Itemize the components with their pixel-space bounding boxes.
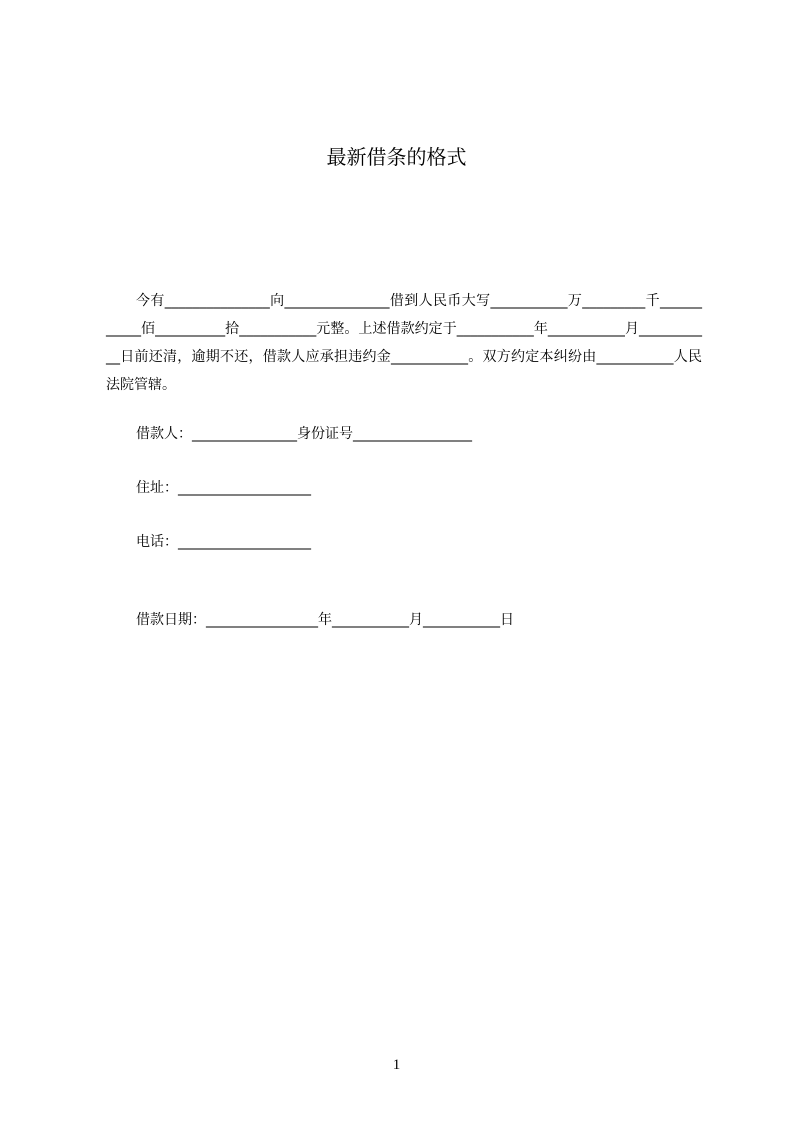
address-line: 住址：___________________: [136, 480, 311, 496]
page-number: 1: [392, 1057, 401, 1073]
loan-date-line: 借款日期：________________年___________月___________日: [136, 612, 514, 628]
borrower-line: 借款人：_______________身份证号_________________: [136, 426, 472, 442]
phone-line: 电话：___________________: [136, 534, 311, 550]
loan-terms-paragraph: 今有_______________向_______________借到人民币大写___________万_________千___________佰__________拾___________元整。上述借款约定于___________年___________月___________日前还清，逾期不还，借款人应承担违约金___________。双方约定本纠纷由___________人民法院管辖。: [106, 293, 702, 393]
document-title: 最新借条的格式: [326, 145, 467, 169]
